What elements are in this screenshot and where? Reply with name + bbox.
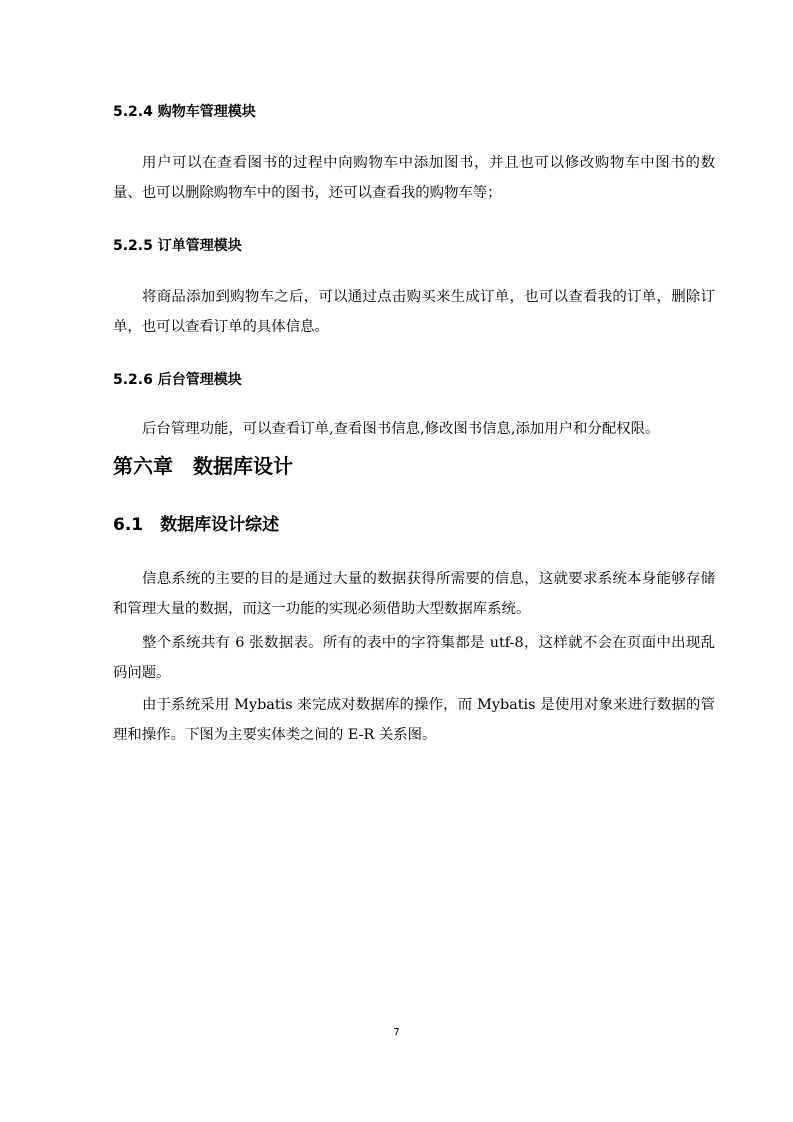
section-5-2-6-paragraph: 后台管理功能，可以查看订单,查看图书信息,修改图书信息,添加用户和分配权限。 [142,421,660,437]
section-6-1-heading: 6.1 数据库设计综述 [113,515,280,535]
chapter-6-title: 第六章 数据库设计 [113,454,293,478]
section-5-2-6-heading: 5.2.6 后台管理模块 [113,372,242,388]
section-5-2-4-heading: 5.2.4 购物车管理模块 [113,104,256,120]
section-5-2-5-heading: 5.2.5 订单管理模块 [113,238,242,254]
section-6-1-paragraph-2: 整个系统共有 6 张数据表。所有的表中的字符集都是 utf-8，这样就不会在页面中出现乱码问题。 [113,635,715,681]
section-5-2-4-paragraph: 用户可以在查看图书的过程中向购物车中添加图书，并且也可以修改购物车中图书的数量、也可以删除购物车中的图书，还可以查看我的购物车等； [113,155,715,201]
page-number: 7 [393,1027,400,1038]
section-5-2-5-paragraph: 将商品添加到购物车之后，可以通过点击购买来生成订单，也可以查看我的订单，删除订单，也可以查看订单的具体信息。 [113,289,715,335]
section-6-1-paragraph-1: 信息系统的主要的目的是通过大量的数据获得所需要的信息，这就要求系统本身能够存储和管理大量的数据，而这一功能的实现必须借助大型数据库系统。 [113,571,715,617]
section-6-1-paragraph-3: 由于系统采用 Mybatis 来完成对数据库的操作，而 Mybatis 是使用对象来进行数据的管理和操作。下图为主要实体类之间的 E-R 关系图。 [113,697,715,743]
